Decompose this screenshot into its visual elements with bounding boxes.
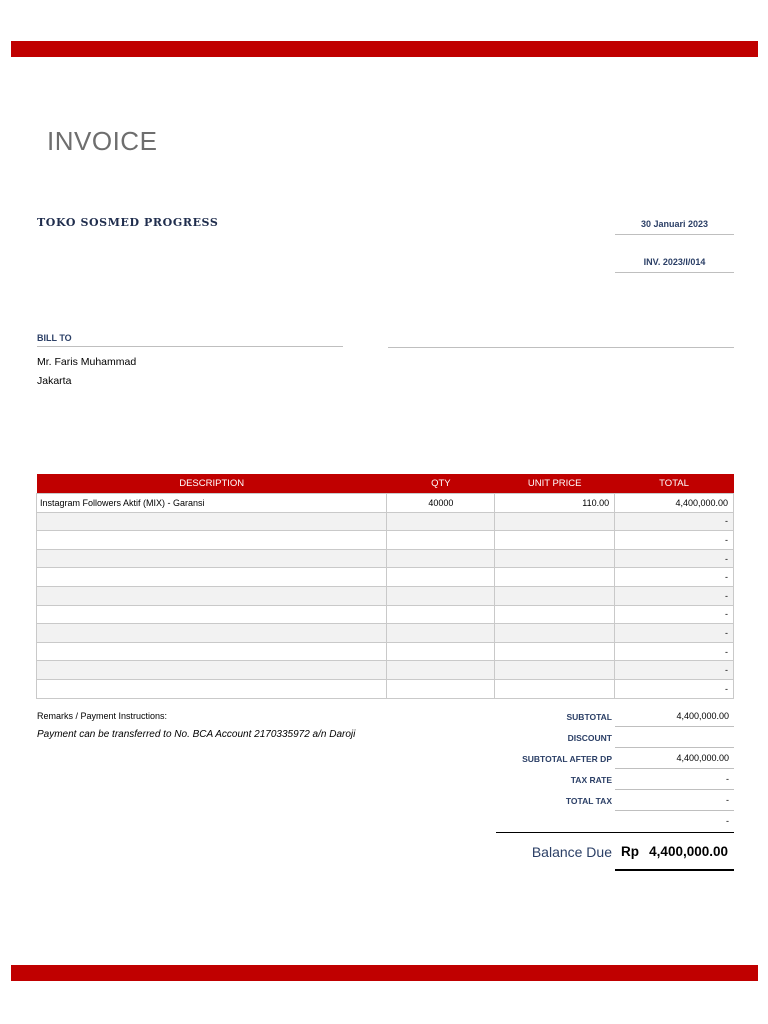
invoice-title: INVOICE [47,126,158,156]
cell-total: 4,400,000.00 [615,494,734,513]
header-total: TOTAL [615,474,734,494]
cell-qty [387,624,495,643]
subtotal-label: SUBTOTAL [566,712,612,722]
extra-row [496,811,734,832]
cell-unit-price: 110.00 [495,494,615,513]
subtotal-after-dp-row [496,748,734,769]
table-row [37,512,734,531]
cell-unit-price [495,531,615,550]
top-accent-bar [11,41,758,57]
balance-underline [615,869,734,871]
cell-description [37,531,387,550]
cell-description [37,642,387,661]
cell-unit-price [495,568,615,587]
cell-unit-price [495,512,615,531]
cell-qty [387,661,495,680]
cell-qty [387,531,495,550]
company-name: TOKO SOSMED PROGRESS [37,216,219,229]
header-unit-price: UNIT PRICE [495,474,615,494]
invoice-date: 30 Januari 2023 [615,219,734,235]
cell-total: - [615,586,734,605]
table-row [37,586,734,605]
cell-description [37,679,387,698]
remarks-label: Remarks / Payment Instructions: [37,711,168,721]
cell-unit-price [495,642,615,661]
cell-description [37,512,387,531]
cell-description [37,624,387,643]
subtotal-after-dp-value: 4,400,000.00 [615,748,734,769]
bill-to-label: BILL TO [37,333,343,347]
line-items-table [36,474,734,699]
balance-due-label: Balance Due [531,844,612,860]
cell-qty [387,679,495,698]
header-qty: QTY [387,474,495,494]
cell-qty [387,605,495,624]
cell-unit-price [495,586,615,605]
tax-rate-row [496,769,734,790]
header-description: DESCRIPTION [37,474,387,494]
client-city: Jakarta [37,375,72,387]
cell-description [37,661,387,680]
cell-description [37,586,387,605]
total-tax-value: - [615,790,734,811]
cell-unit-price [495,624,615,643]
table-row [37,624,734,643]
cell-qty [387,549,495,568]
bottom-accent-bar [11,965,758,981]
cell-unit-price [495,549,615,568]
invoice-number: INV. 2023/I/014 [615,257,734,273]
cell-total: - [615,605,734,624]
cell-qty: 40000 [387,494,495,513]
cell-total: - [615,568,734,587]
table-row [37,531,734,550]
currency-label: Rp [621,844,639,859]
discount-value [615,727,734,748]
cell-unit-price [495,605,615,624]
table-row [37,679,734,698]
cell-qty [387,642,495,661]
total-tax-row [496,790,734,811]
client-name: Mr. Faris Muhammad [37,356,137,368]
cell-qty [387,512,495,531]
divider-line [388,347,734,348]
cell-qty [387,568,495,587]
discount-label: DISCOUNT [567,733,612,743]
cell-total: - [615,549,734,568]
table-header-row [37,474,734,494]
subtotal-row [496,706,734,727]
extra-value: - [726,816,729,826]
summary-divider [496,832,734,833]
total-tax-label: TOTAL TAX [565,796,612,806]
cell-unit-price [495,679,615,698]
cell-total: - [615,642,734,661]
discount-row [496,727,734,748]
table-row [37,549,734,568]
table-row [37,494,734,513]
subtotal-value: 4,400,000.00 [615,706,734,727]
cell-total: - [615,512,734,531]
balance-due-value: 4,400,000.00 [649,844,728,859]
subtotal-after-dp-label: SUBTOTAL AFTER DP [522,754,612,764]
table-row [37,642,734,661]
tax-rate-value: - [615,769,734,790]
cell-description [37,568,387,587]
cell-total: - [615,661,734,680]
cell-description [37,605,387,624]
table-row [37,661,734,680]
cell-description [37,549,387,568]
payment-instructions: Payment can be transferred to No. BCA Account 2170335972 a/n Daroji [37,729,356,740]
cell-total: - [615,624,734,643]
tax-rate-label: TAX RATE [570,775,612,785]
cell-total: - [615,531,734,550]
cell-qty [387,586,495,605]
cell-unit-price [495,661,615,680]
cell-total: - [615,679,734,698]
table-row [37,568,734,587]
cell-description: Instagram Followers Aktif (MIX) - Garansi [37,494,387,513]
table-row [37,605,734,624]
